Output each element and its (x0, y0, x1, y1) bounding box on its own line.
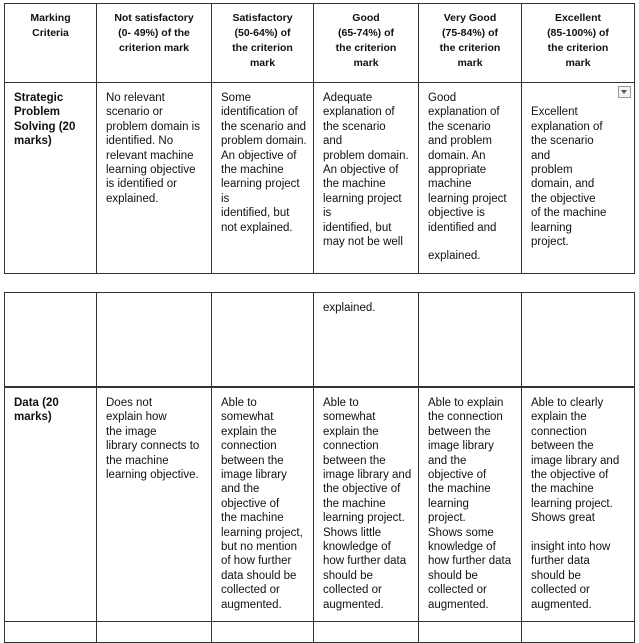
table-row-continuation (5, 293, 635, 388)
descriptor-cell: Able to explain the connection between the image library and the objective of the machine learning project. Shows some knowledge of how further data should be collected or augmented. (419, 387, 522, 622)
table-row-cutoff (5, 622, 635, 643)
descriptor-cell: Good explanation of the scenario and problem domain. An appropriate machine learning project objective is identified and explained. (419, 83, 522, 274)
band-name: Satisfactory (232, 12, 293, 24)
table-row (5, 387, 635, 622)
band-range: (50-64%) of the criterion mark (232, 27, 293, 69)
rubric-table-part-1 (4, 3, 635, 274)
descriptor-cell: Does not explain how the image library connects to the machine learning objective. (97, 387, 212, 622)
header-band-excellent (522, 4, 635, 83)
descriptor-cell-excellent (522, 83, 635, 274)
band-range: (85-100%) of the criterion mark (547, 27, 609, 69)
criterion-data: Data (20 marks) (5, 387, 97, 622)
descriptor-cell (212, 293, 314, 388)
criterion-strategic-problem-solving: Strategic Problem Solving (20 marks) (5, 83, 97, 274)
dropdown-arrow-icon[interactable] (618, 86, 631, 98)
header-band-good (314, 4, 419, 83)
descriptor-cell: Some identification of the scenario and problem domain. An objective of the machine learning project is identified, but not explained. (212, 83, 314, 274)
rubric-table-part-2 (4, 292, 635, 643)
descriptor-cell (419, 293, 522, 388)
descriptor-cell (97, 293, 212, 388)
descriptor-cell: explained. (314, 293, 419, 388)
table-row (5, 83, 635, 274)
criterion-cell (5, 293, 97, 388)
band-range: (65-74%) of the criterion mark (335, 27, 397, 69)
descriptor-cell: Able to clearly explain the connection between the image library and the objective of the machine learning project. Shows great insight into how further data should be collected or augmented. (522, 387, 635, 622)
band-name: Excellent (554, 12, 602, 24)
descriptor-cell: No relevant scenario or problem domain is identified. No relevant machine learning objective is identified or explained. (97, 83, 212, 274)
header-band-not-satisfactory (97, 4, 212, 83)
descriptor-cell: Able to somewhat explain the connection between the image library and the objective of the machine learning project, but no mention of how further data should be collected or augmented. (212, 387, 314, 622)
band-name: Not satisfactory (114, 12, 194, 24)
header-band-very-good (419, 4, 522, 83)
descriptor-cell: Able to somewhat explain the connection between the image library and the objective of the machine learning project. Shows little knowledge of how further data should be collected or augmented. (314, 387, 419, 622)
band-name: Very Good (443, 12, 497, 24)
band-name: Good (352, 12, 380, 24)
descriptor-cell: Adequate explanation of the scenario and problem domain. An objective of the machine learning project is identified, but may not be well (314, 83, 419, 274)
header-marking-criteria: Marking Criteria (5, 4, 97, 83)
header-band-satisfactory (212, 4, 314, 83)
band-range: (75-84%) of the criterion mark (439, 27, 501, 69)
band-range: (0- 49%) of the criterion mark (118, 27, 190, 54)
descriptor-text: Excellent explanation of the scenario and problem domain, and the objective of the machine learning project. (531, 106, 607, 249)
header-row (5, 4, 635, 83)
descriptor-cell (522, 293, 635, 388)
